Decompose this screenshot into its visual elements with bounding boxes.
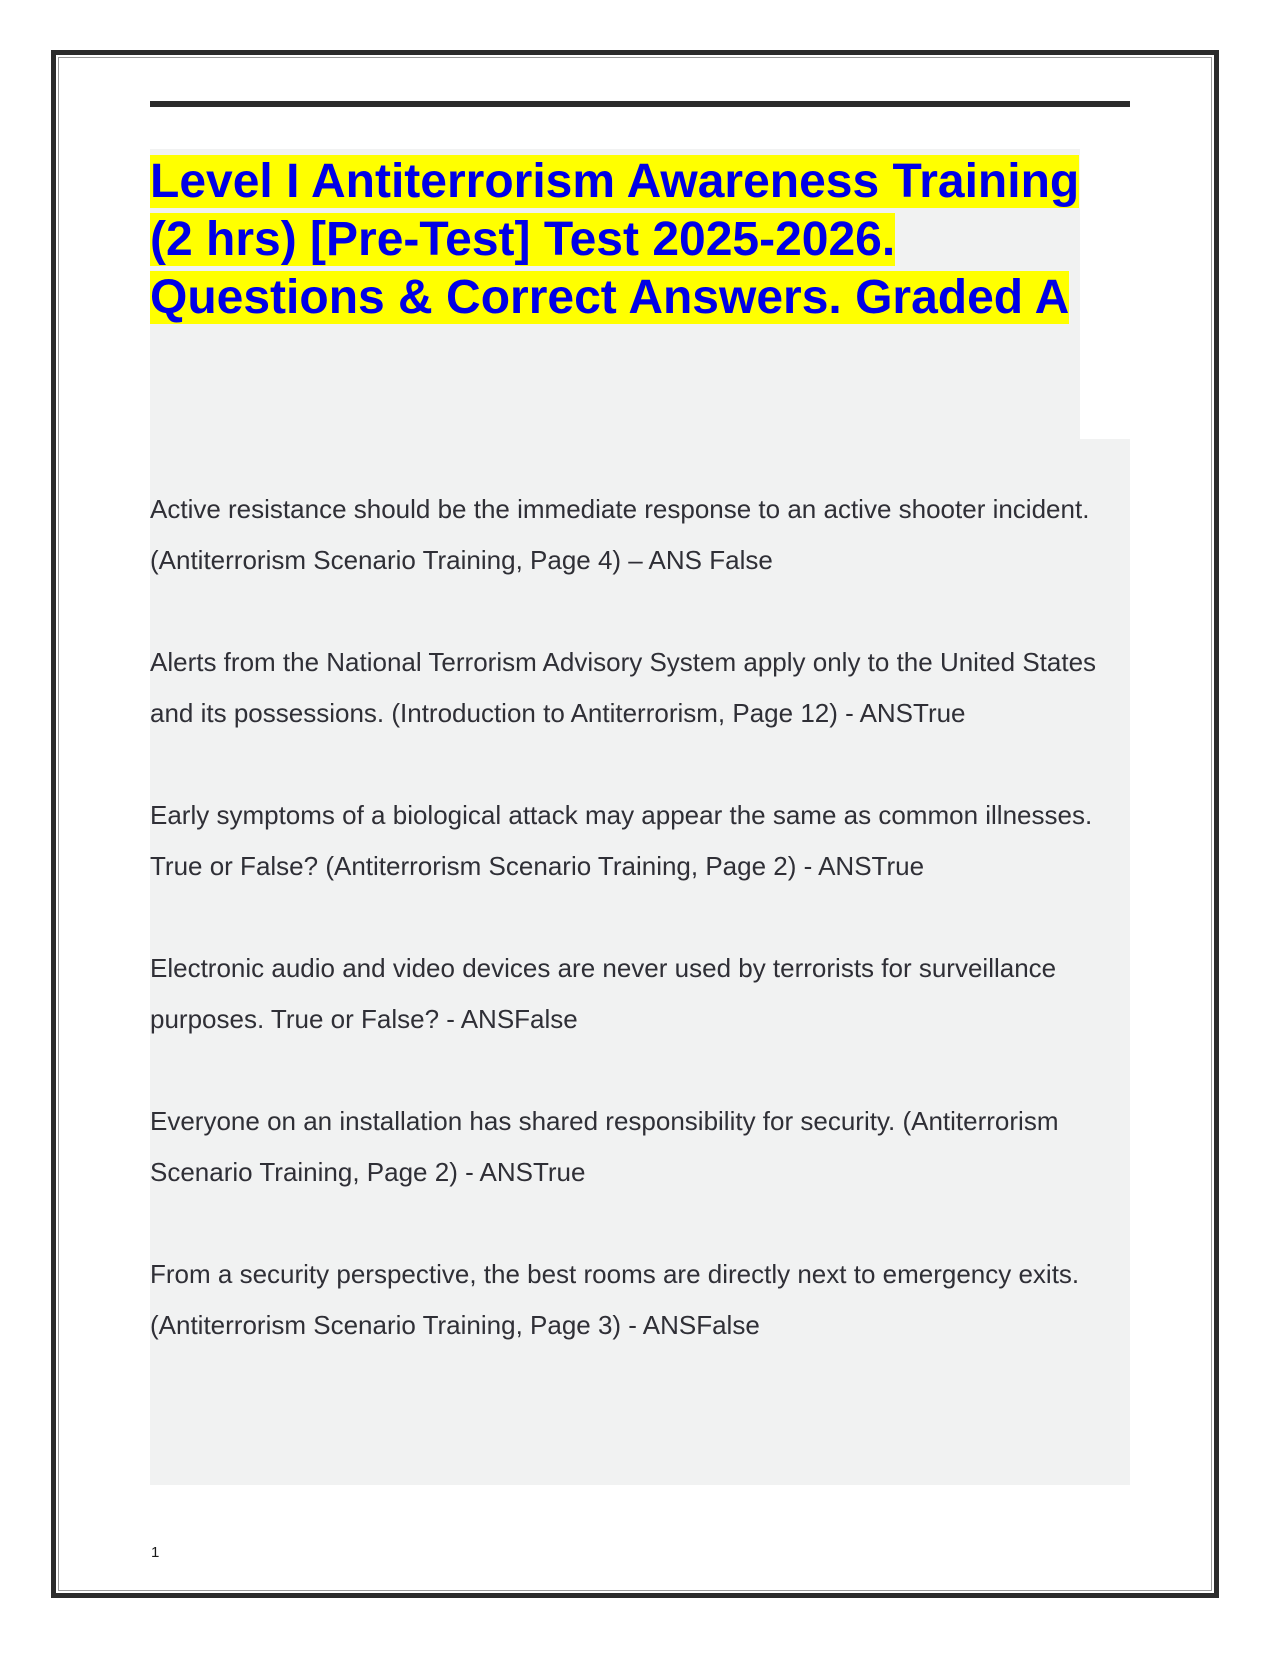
title-block bbox=[150, 149, 1080, 439]
question-item: Alerts from the National Terrorism Advisory System apply only to the United States and its possessions. (Introduction to Antiterrorism, Page 12) - ANSTrue bbox=[150, 647, 1097, 728]
question-list bbox=[150, 484, 1135, 1402]
header-rule bbox=[150, 101, 1130, 107]
question-item: Active resistance should be the immediate response to an active shooter incident. (Antiterrorism Scenario Training, Page 4) – ANS False bbox=[150, 494, 1090, 575]
page-number: 1 bbox=[151, 1544, 160, 1561]
title-highlight: Level I Antiterrorism Awareness Training (2 hrs) [Pre-Test] Test 2025-2026. Questions & Correct Answers. Graded A bbox=[150, 155, 1080, 324]
document-title bbox=[150, 149, 1080, 327]
question-item: From a security perspective, the best rooms are directly next to emergency exits. (Antiterrorism Scenario Training, Page 3) - ANSFalse bbox=[150, 1259, 1080, 1340]
question-item: Early symptoms of a biological attack may appear the same as common illnesses. True or False? (Antiterrorism Scenario Training, Page 2) - ANSTrue bbox=[150, 800, 1093, 881]
question-item: Everyone on an installation has shared responsibility for security. (Antiterrorism Scenario Training, Page 2) - ANSTrue bbox=[150, 1106, 1059, 1187]
question-item: Electronic audio and video devices are never used by terrorists for surveillance purposes. True or False? - ANSFalse bbox=[150, 953, 1057, 1034]
